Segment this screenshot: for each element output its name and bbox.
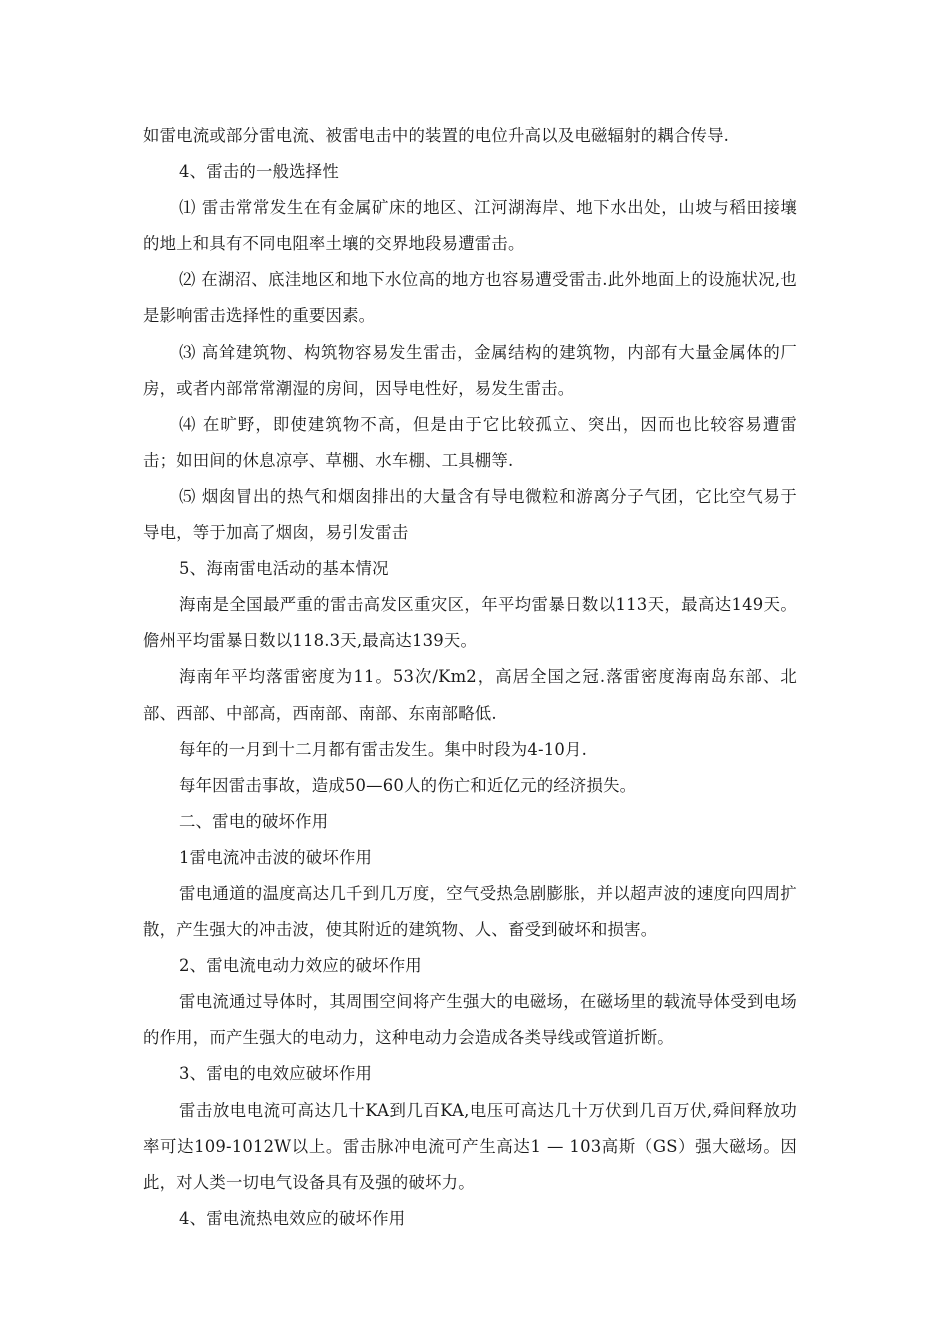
paragraph: 海南年平均落雷密度为11。53次/Km2，高居全国之冠.落雷密度海南岛东部、北部、西部、中部高，西南部、南部、东南部略低.: [143, 667, 797, 723]
paragraph: ⑸ 烟囱冒出的热气和烟囱排出的大量含有导电微粒和游离分子气团，它比空气易于导电，等于加高了烟囱，易引发雷击: [143, 486, 797, 543]
paragraph: ⑷ 在旷野，即使建筑物不高，但是由于它比较孤立、突出，因而也比较容易遭雷击；如田间的休息凉亭、草棚、水车棚、工具棚等.: [143, 414, 797, 470]
paragraph: 每年因雷击事故，造成50—60人的伤亡和近亿元的经济损失。: [179, 775, 637, 795]
paragraph: 2、雷电流电动力效应的破坏作用: [179, 956, 422, 976]
paragraph: 3、雷电的电效应破坏作用: [179, 1064, 373, 1084]
paragraph: 4、雷击的一般选择性: [179, 162, 339, 182]
paragraph: ⑵ 在湖沼、底洼地区和地下水位高的地方也容易遭受雷击.此外地面上的设施状况,也是影响雷击选择性的重要因素。: [143, 270, 797, 326]
paragraph: 5、海南雷电活动的基本情况: [179, 559, 389, 579]
paragraph: 二、雷电的破坏作用: [179, 811, 329, 831]
paragraph: 海南是全国最严重的雷击高发区重灾区，年平均雷暴日数以113天，最高达149天。儋州平均雷暴日数以118.3天,最高达139天。: [143, 595, 797, 651]
paragraph: 雷电通道的温度高达几千到几万度，空气受热急剧膨胀，并以超声波的速度向四周扩散，产生强大的冲击波，使其附近的建筑物、人、畜受到破坏和损害。: [143, 883, 797, 940]
paragraph: 每年的一月到十二月都有雷击发生。集中时段为4-10月.: [179, 739, 588, 759]
paragraph: 1雷电流冲击波的破坏作用: [179, 847, 373, 867]
paragraph: 雷电流通过导体时，其周围空间将产生强大的电磁场，在磁场里的载流导体受到电场的作用，而产生强大的电动力，这种电动力会造成各类导线或管道折断。: [143, 992, 797, 1048]
paragraph: 4、雷电流热电效应的破坏作用: [179, 1208, 406, 1228]
paragraph: 雷击放电电流可高达几十KA到几百KA,电压可高达几十万伏到几百万伏,舜间释放功率可达109-1012W以上。雷击脉冲电流可产生高达1 — 103高斯（GS）强大磁场。因此，对人类一切电气设备具有及强的破坏力。: [143, 1100, 797, 1192]
paragraph: ⑴ 雷击常常发生在有金属矿床的地区、江河湖海岸、地下水出处，山坡与稻田接壤的地上和具有不同电阻率土壤的交界地段易遭雷击。: [143, 198, 797, 254]
paragraph: ⑶ 高耸建筑物、构筑物容易发生雷击，金属结构的建筑物，内部有大量金属体的厂房，或者内部常常潮湿的房间，因导电性好，易发生雷击。: [143, 342, 797, 398]
document-body: [143, 118, 797, 1237]
paragraph: 如雷电流或部分雷电流、被雷电击中的装置的电位升高以及电磁辐射的耦合传导.: [143, 126, 730, 145]
